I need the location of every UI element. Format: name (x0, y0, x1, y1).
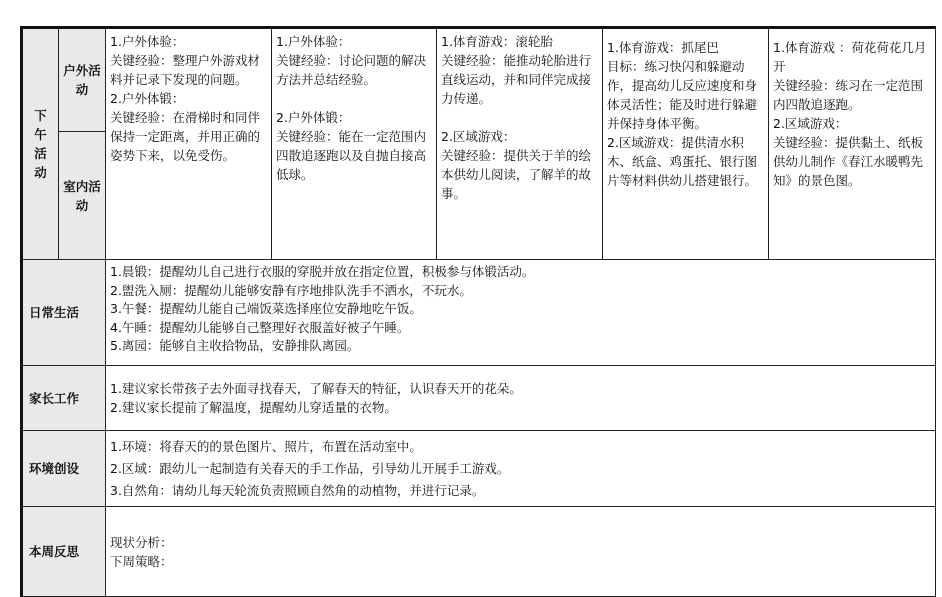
weekly-plan-table (20, 26, 936, 597)
activity-cell-day-3 (437, 28, 603, 260)
reflection-item: 现状分析： (110, 534, 173, 550)
family-item: 2.建议家长提前了解温度，提醒幼儿穿适量的衣物。 (110, 400, 397, 415)
daily-life-content (106, 260, 936, 366)
reflection-row (22, 507, 936, 597)
activity-detail: 关键经验：整理户外游戏材料并记录下发现的问题。 (110, 53, 261, 87)
activity-cell-day-1 (106, 28, 272, 260)
spacer (276, 89, 432, 108)
reflection-content (106, 507, 936, 597)
environment-item: 1.环境：将春天的的景色图片、照片，布置在活动室中。 (110, 438, 422, 454)
daily-item: 2.盥洗入厕：提醒幼儿能够安静有序地排队洗手不洒水，不玩水。 (110, 282, 472, 298)
indoor-activities-label: 室内活动 (59, 132, 106, 260)
daily-item: 4.午睡：提醒幼儿能够自己整理好衣服盖好被子午睡。 (110, 319, 410, 335)
afternoon-outdoor-row (22, 28, 936, 132)
label-char: 下 (34, 108, 47, 123)
activity-title: 1.体育游戏：滚轮胎 (441, 34, 553, 49)
activity-detail: 关键经验：练习在一定范围内四散追逐跑。 (773, 78, 924, 112)
weekly-plan-sheet (20, 26, 934, 592)
activity-detail: 关键经验：提供黏土、纸板供幼儿制作《春江水暖鸭先知》的景色图。 (773, 135, 924, 188)
activity-title: 1.体育游戏：抓尾巴 (607, 40, 719, 55)
environment-item: 3.自然角：请幼儿每天轮流负责照顾自然角的动植物，并进行记录。 (110, 482, 485, 498)
daily-item: 5.离园：能够自主收拾物品，安静排队离园。 (110, 338, 360, 353)
activity-detail: 关键经验：在滑梯时和同伴保持一定距离，并用正确的姿势下来，以免受伤。 (110, 110, 261, 163)
environment-item: 2.区域：跟幼儿一起制造有关春天的手工作品，引导幼儿开展手工游戏。 (110, 460, 510, 476)
reflection-label: 本周反思 (22, 507, 106, 597)
daily-item: 3.午餐：提醒幼儿能自己端饭菜选择座位安静地吃午饭。 (110, 301, 422, 316)
activity-detail: 关键经验：提供关于羊的绘本供幼儿阅读，了解羊的故事。 (441, 148, 592, 201)
daily-life-label: 日常生活 (22, 260, 106, 366)
family-item: 1.建议家长带孩子去外面寻找春天，了解春天的特征，认识春天开的花朵。 (110, 381, 522, 396)
activity-title: 2.户外体锻： (276, 110, 351, 125)
family-work-row (22, 366, 936, 431)
family-work-content (106, 366, 936, 431)
activity-title: 2.区域游戏： (441, 129, 516, 144)
activity-title: 1.户外体验： (110, 34, 185, 49)
environment-content (106, 431, 936, 507)
activity-cell-day-5 (769, 28, 936, 260)
activity-detail: 目标：练习快闪和躲避动作，提高幼儿反应速度和身体灵活性；能及时进行躲避并保持身体平衡。 (607, 59, 758, 131)
afternoon-activities-label (22, 28, 59, 260)
activity-detail: 关键经验：讨论问题的解决方法并总结经验。 (276, 53, 427, 87)
label-char: 动 (34, 165, 47, 180)
activity-detail: 关键经验：能推动轮胎进行直线运动，并和同伴完成接力传递。 (441, 53, 592, 106)
activity-detail: 关键经验：能在一定范围内四散追逐跑以及自抛自接高低球。 (276, 129, 427, 182)
activity-title: 1.体育游戏 ：荷花荷花几月开 (773, 40, 927, 74)
activity-title: 2.区域游戏： (773, 116, 848, 131)
environment-label: 环境创设 (22, 431, 106, 507)
environment-row (22, 431, 936, 507)
label-char: 午 (34, 127, 47, 142)
reflection-item: 下周策略： (110, 553, 173, 569)
label-char: 活 (34, 146, 47, 161)
activity-cell-day-2 (272, 28, 437, 260)
activity-title: 2.户外体锻： (110, 91, 185, 106)
family-work-label: 家长工作 (22, 366, 106, 431)
daily-life-row (22, 260, 936, 366)
activity-cell-day-4 (603, 28, 769, 260)
activity-title: 1.户外体验： (276, 34, 351, 49)
daily-item: 1.晨锻：提醒幼儿自己进行衣服的穿脱并放在指定位置，积极参与体锻活动。 (110, 264, 535, 279)
activity-detail: 2.区域游戏：提供清水积木、纸盒、鸡蛋托、银行图片等材料供幼儿搭建银行。 (607, 135, 758, 188)
spacer (441, 108, 598, 127)
outdoor-activities-label: 户外活动 (59, 28, 106, 132)
